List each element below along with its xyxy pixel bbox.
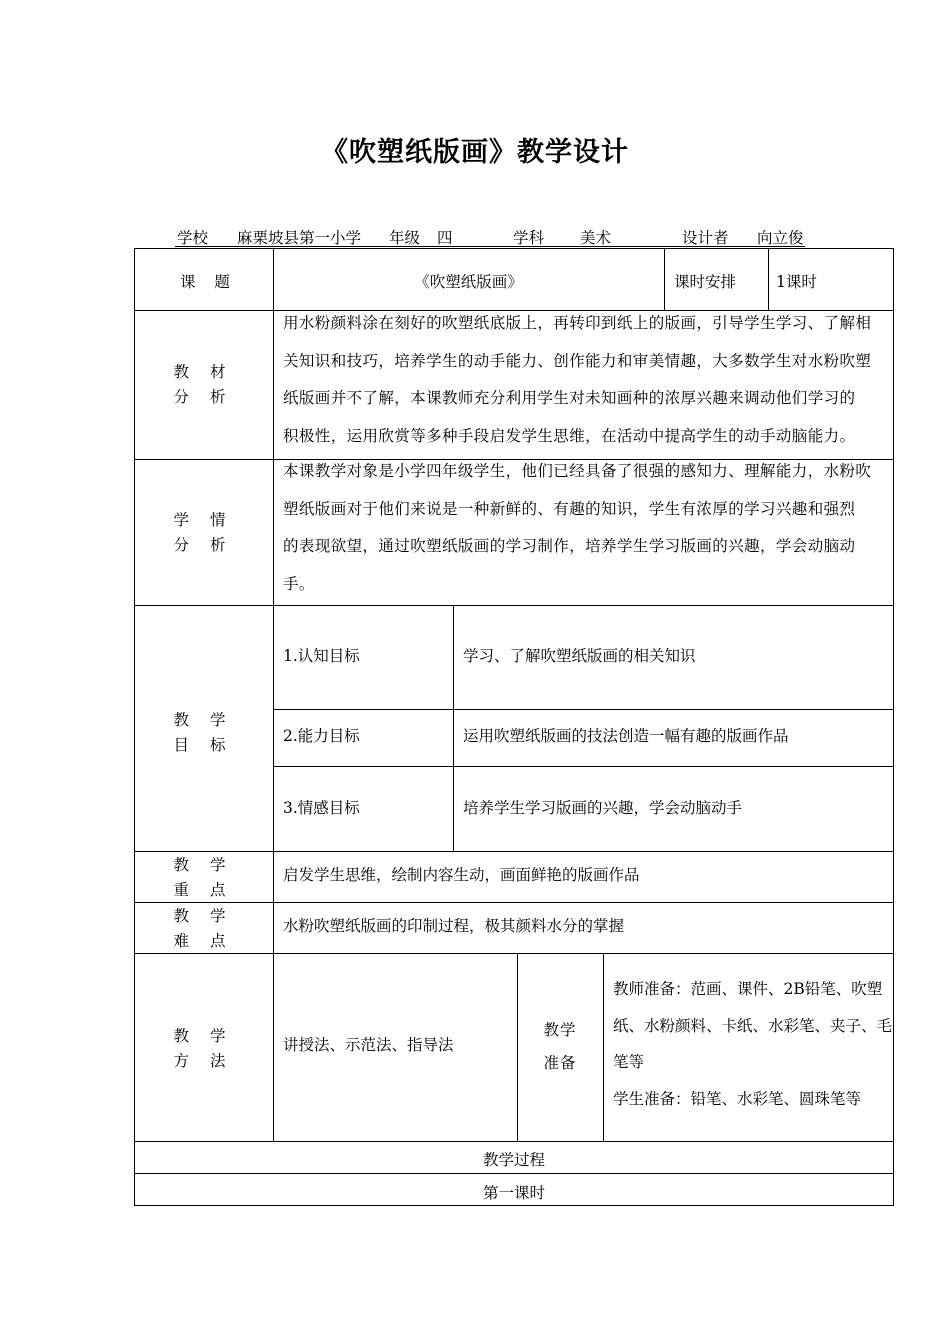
designer-label: 设计者 bbox=[682, 229, 729, 247]
row-divider bbox=[134, 1173, 894, 1174]
goal-name: 1.认知目标 bbox=[283, 647, 360, 665]
student-analysis-text: 本课教学对象是小学四年级学生，他们已经具备了很强的感知力、理解能力，水粉吹 塑纸版画对于他们来说是一种新鲜的、有趣的知识，学生有浓厚的学习兴趣和强烈 的表现欲望，通过吹塑纸版画的学习制作，培养学生学习版画的兴趣，学会动脑动 手。 bbox=[283, 462, 872, 593]
col-divider bbox=[453, 605, 454, 851]
goal-description: 学习、了解吹塑纸版画的相关知识 bbox=[463, 647, 696, 665]
student-analysis-label: 学 情 分 析 bbox=[173, 511, 234, 554]
topic-label: 课 题 bbox=[180, 273, 230, 291]
key-point-label: 教 学 重 点 bbox=[173, 856, 234, 899]
row-divider bbox=[134, 605, 894, 606]
row-divider bbox=[273, 709, 894, 710]
row-divider bbox=[134, 1141, 894, 1142]
first-lesson-heading: 第一课时 bbox=[482, 1184, 545, 1202]
teaching-method-label: 教 学 方 法 bbox=[173, 1027, 234, 1070]
grade-label: 年级 bbox=[389, 229, 421, 247]
hours-label: 课时安排 bbox=[674, 273, 737, 291]
subject-value: 美术 bbox=[580, 229, 612, 247]
school-label: 学校 bbox=[177, 229, 209, 247]
hours-value: 1课时 bbox=[776, 273, 817, 291]
header-underline bbox=[175, 246, 805, 247]
goal-description: 运用吹塑纸版画的技法创造一幅有趣的版画作品 bbox=[463, 727, 789, 745]
col-divider bbox=[768, 248, 769, 310]
teaching-prep-text: 教师准备：范画、课件、2B铅笔、吹塑 纸、水粉颜料、卡纸、水彩笔、夹子、毛 笔等 学生准备：铅笔、水彩笔、圆珠笔等 bbox=[613, 980, 893, 1108]
teaching-prep-label: 教学 准备 bbox=[543, 1021, 577, 1072]
teaching-method-text: 讲授法、示范法、指导法 bbox=[283, 1036, 454, 1054]
difficulty-text: 水粉吹塑纸版画的印制过程，极其颜料水分的掌握 bbox=[283, 917, 625, 935]
goal-name: 3.情感目标 bbox=[283, 799, 360, 817]
row-divider bbox=[273, 766, 894, 767]
col-divider bbox=[603, 953, 604, 1141]
material-analysis-label: 教 材 分 析 bbox=[173, 363, 234, 406]
difficulty-label: 教 学 难 点 bbox=[173, 907, 234, 950]
teaching-goals-label: 教 学 目 标 bbox=[173, 711, 234, 754]
key-point-text: 启发学生思维，绘制内容生动，画面鲜艳的版画作品 bbox=[283, 866, 640, 884]
subject-label: 学科 bbox=[513, 229, 545, 247]
col-divider bbox=[664, 248, 665, 310]
teaching-process-heading: 教学过程 bbox=[482, 1151, 545, 1169]
goal-name: 2.能力目标 bbox=[283, 727, 360, 745]
document-title: 《吹塑纸版画》教学设计 bbox=[321, 137, 629, 168]
goal-description: 培养学生学习版画的兴趣，学会动脑动手 bbox=[463, 799, 743, 817]
col-divider bbox=[273, 248, 274, 1141]
material-analysis-text: 用水粉颜料涂在刻好的吹塑纸底版上，再转印到纸上的版画，引导学生学习、了解相 关知识和技巧，培养学生的动手能力、创作能力和审美情趣，大多数学生对水粉吹塑 纸版画并不了解，本课教师充分利用学生对未知画种的浓厚兴趣来调动他们学习的 积极性，运用欣赏等多种手段启发学生思维，在活动中提高学生的动手动脑能力。 bbox=[283, 314, 872, 445]
grade-value: 四 bbox=[437, 229, 453, 247]
school-value: 麻栗坡县第一小学 bbox=[237, 229, 362, 247]
row-divider bbox=[134, 851, 894, 852]
designer-value: 向立俊 bbox=[757, 229, 804, 247]
topic-value: 《吹塑纸版画》 bbox=[414, 273, 523, 291]
